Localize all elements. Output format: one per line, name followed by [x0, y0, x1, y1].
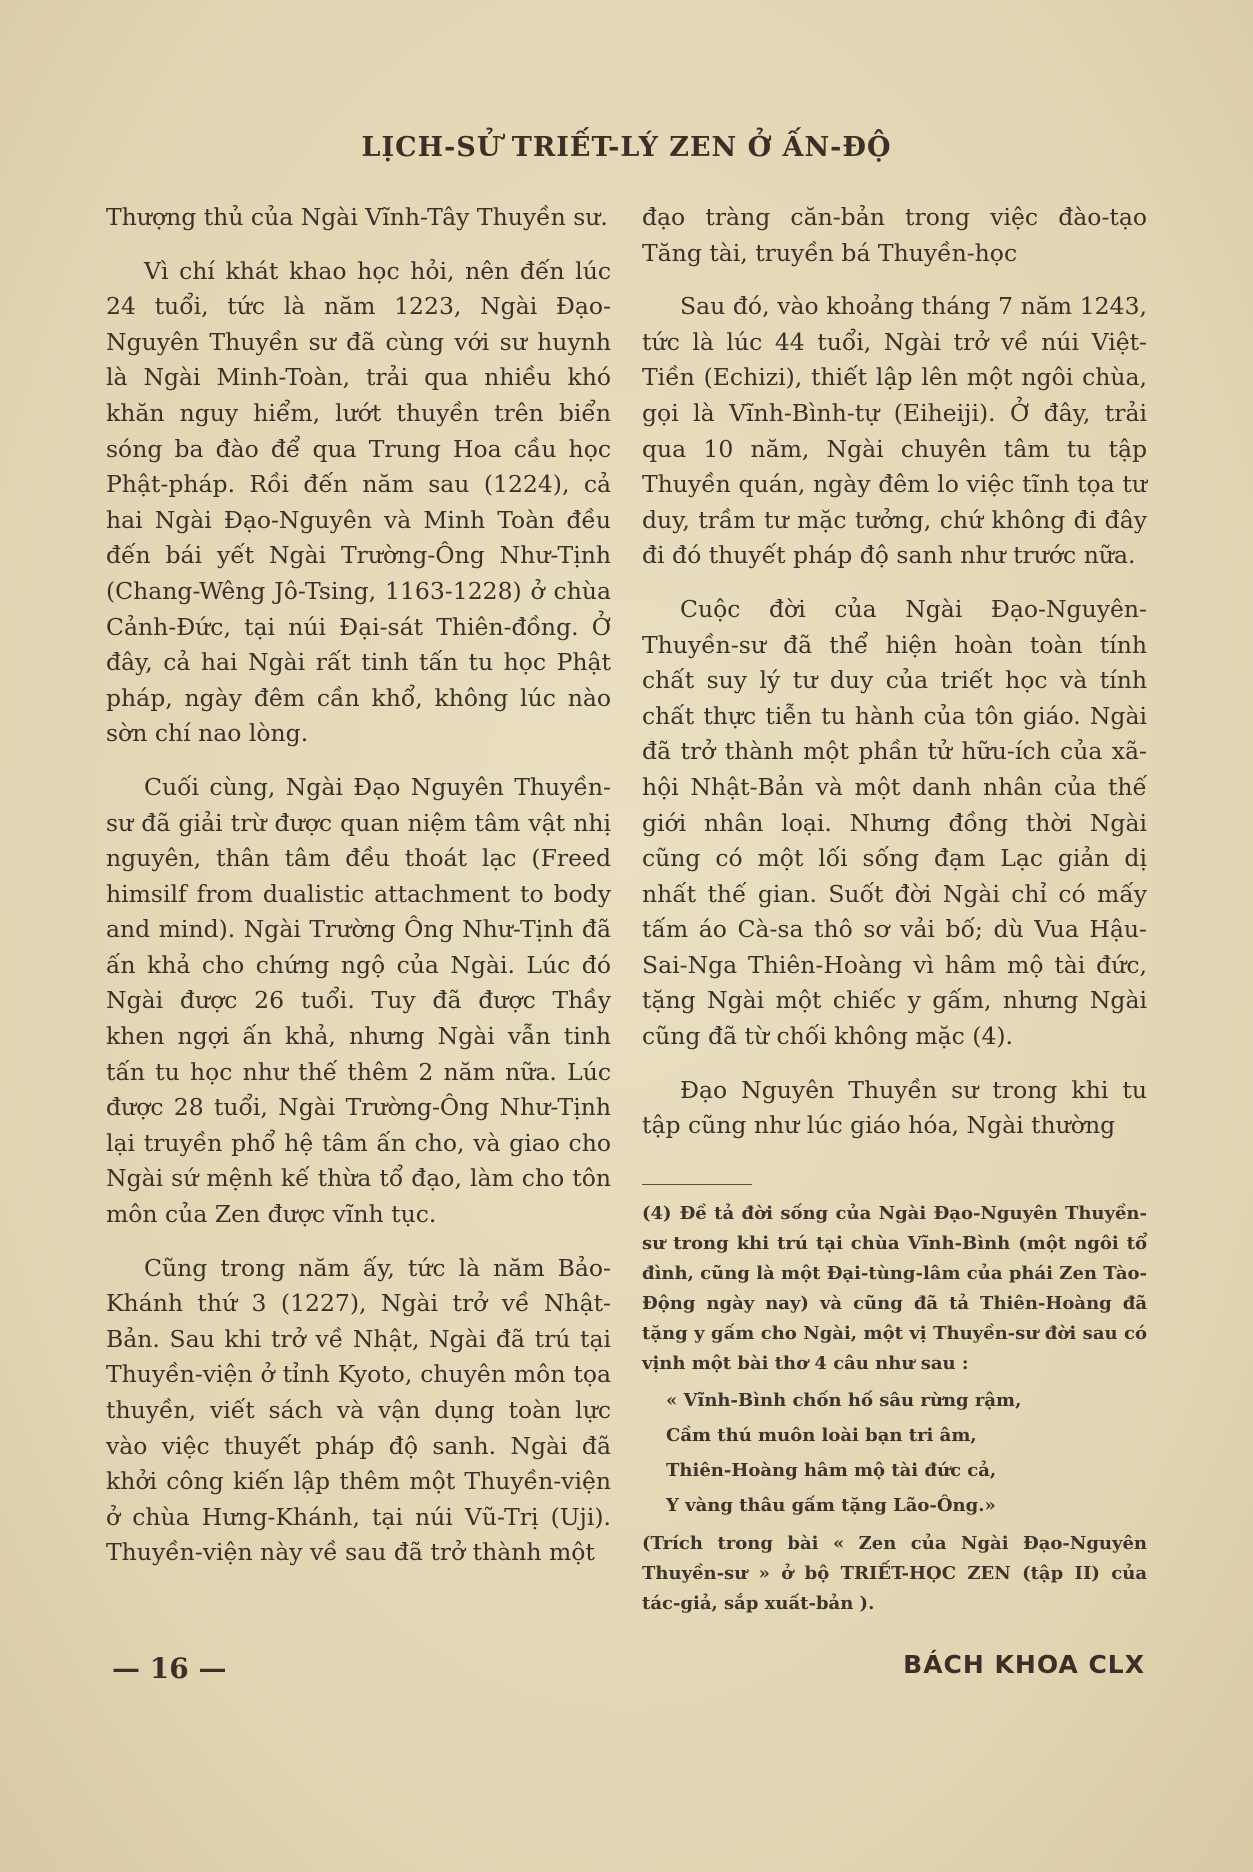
issue-label: BÁCH KHOA CLX	[903, 1650, 1145, 1679]
paragraph: Cũng trong năm ấy, tức là năm Bảo-Khánh thứ 3 (1227), Ngài trở về Nhật-Bản. Sau khi trở về Nhật, Ngài đã trú tại Thuyền-viện ở tỉnh Kyoto, chuyên môn tọa thuyền, viết sách và vận dụng toàn lực vào việc thuyết pháp độ sanh. Ngài đã khởi công kiến lập thêm một Thuyền-viện ở chùa Hưng-Khánh, tại núi Vũ-Trị (Uji). Thuyền-viện này về sau đã trở thành một	[106, 1253, 611, 1567]
paragraph: Thượng thủ của Ngài Vĩnh-Tây Thuyền sư.	[106, 203, 608, 231]
paragraph: Đạo Nguyên Thuyền sư trong khi tu tập cũng như lúc giáo hóa, Ngài thường	[642, 1075, 1147, 1140]
footnote-text: Đề tả đời sống của Ngài Đạo-Nguyên Thuyền-sư trong khi trú tại chùa Vĩnh-Bình (một ngôi tổ đình, cũng là một Đại-tùng-lâm của phái Zen Tào-Động ngày nay) và cũng đã tả Thiên-Hoàng đã tặng y gấm cho Ngài, một vị Thuyền-sư đời sau có vịnh một bài thơ 4 câu như sau :	[642, 1202, 1147, 1374]
footnote-verse	[666, 1383, 1147, 1523]
footnote-source: (Trích trong bài « Zen của Ngài Đạo-Nguyên Thuyền-sư » ở bộ TRIẾT-HỌC ZEN (tập II) của tác-giả, sắp xuất-bản ).	[642, 1532, 1147, 1614]
right-column	[642, 200, 1147, 1619]
running-header: LỊCH-SỬ TRIẾT-LÝ ZEN Ở ẤN-ĐỘ	[361, 132, 892, 163]
paragraph: Sau đó, vào khoảng tháng 7 năm 1243, tức là lúc 44 tuổi, Ngài trở về núi Việt-Tiền (Echizi), thiết lập lên một ngôi chùa, gọi là Vĩnh-Bình-tự (Eiheiji). Ở đây, trải qua 10 năm, Ngài chuyên tâm tu tập Thuyền quán, ngày đêm lo việc tĩnh tọa tư duy, trầm tư mặc tưởng, chứ không đi đây đi đó thuyết pháp độ sanh như trước nữa.	[642, 292, 1147, 570]
page-number: — 16 —	[112, 1652, 227, 1685]
verse-line: Cầm thú muôn loài bạn tri âm,	[666, 1424, 977, 1446]
paragraph: Cuộc đời của Ngài Đạo-Nguyên-Thuyền-sư đã thể hiện hoàn toàn tính chất suy lý tư duy của triết học và tính chất thực tiễn tu hành của tôn giáo. Ngài đã trở thành một phần tử hữu-ích của xã-hội Nhật-Bản và một danh nhân của thế giới nhân loại. Nhưng đồng thời Ngài cũng có một lối sống đạm Lạc giản dị nhất thế gian. Suốt đời Ngài chỉ có mấy tấm áo Cà-sa thô sơ vải bố; dù Vua Hậu-Sai-Nga Thiên-Hoàng vì hâm mộ tài đức, tặng Ngài một chiếc y gấm, nhưng Ngài cũng đã từ chối không mặc (4).	[642, 594, 1147, 1051]
left-column	[106, 200, 611, 1589]
footnote-number: (4)	[642, 1202, 672, 1224]
verse-line: Thiên-Hoàng hâm mộ tài đức cả,	[666, 1459, 997, 1481]
footnote-divider	[642, 1184, 752, 1185]
verse-line: Y vàng thâu gấm tặng Lão-Ông.»	[666, 1494, 996, 1516]
paragraph: Vì chí khát khao học hỏi, nên đến lúc 24 tuổi, tức là năm 1223, Ngài Đạo-Nguyên Thuyền sư đã cùng với sư huynh là Ngài Minh-Toàn, trải qua nhiều khó khăn nguy hiểm, lướt thuyền trên biển sóng ba đào để qua Trung Hoa cầu học Phật-pháp. Rồi đến năm sau (1224), cả hai Ngài Đạo-Nguyên và Minh Toàn đều đến bái yết Ngài Trường-Ông Như-Tịnh (Chang-Wêng Jô-Tsing, 1163-1228) ở chùa Cảnh-Đức, tại núi Đại-sát Thiên-đồng. Ở đây, cả hai Ngài rất tinh tấn tu học Phật pháp, ngày đêm cần khổ, không lúc nào sờn chí nao lòng.	[106, 256, 611, 748]
paragraph: đạo tràng căn-bản trong việc đào-tạo Tăng tài, truyền bá Thuyền-học	[642, 203, 1147, 267]
footnote	[642, 1199, 1147, 1619]
paragraph: Cuối cùng, Ngài Đạo Nguyên Thuyền-sư đã giải trừ được quan niệm tâm vật nhị nguyên, thân tâm đều thoát lạc (Freed himsilf from dualistic attachment to body and mind). Ngài Trường Ông Như-Tịnh đã ấn khả cho chứng ngộ của Ngài. Lúc đó Ngài được 26 tuổi. Tuy đã được Thầy khen ngợi ấn khả, nhưng Ngài vẫn tinh tấn tu học như thế thêm 2 năm nữa. Lúc được 28 tuổi, Ngài Trường-Ông Như-Tịnh lại truyền phổ hệ tâm ấn cho, và giao cho Ngài sứ mệnh kế thừa tổ đạo, làm cho tôn môn của Zen được vĩnh tục.	[106, 772, 611, 1229]
verse-line: « Vĩnh-Bình chốn hố sâu rừng rậm,	[666, 1389, 1022, 1411]
